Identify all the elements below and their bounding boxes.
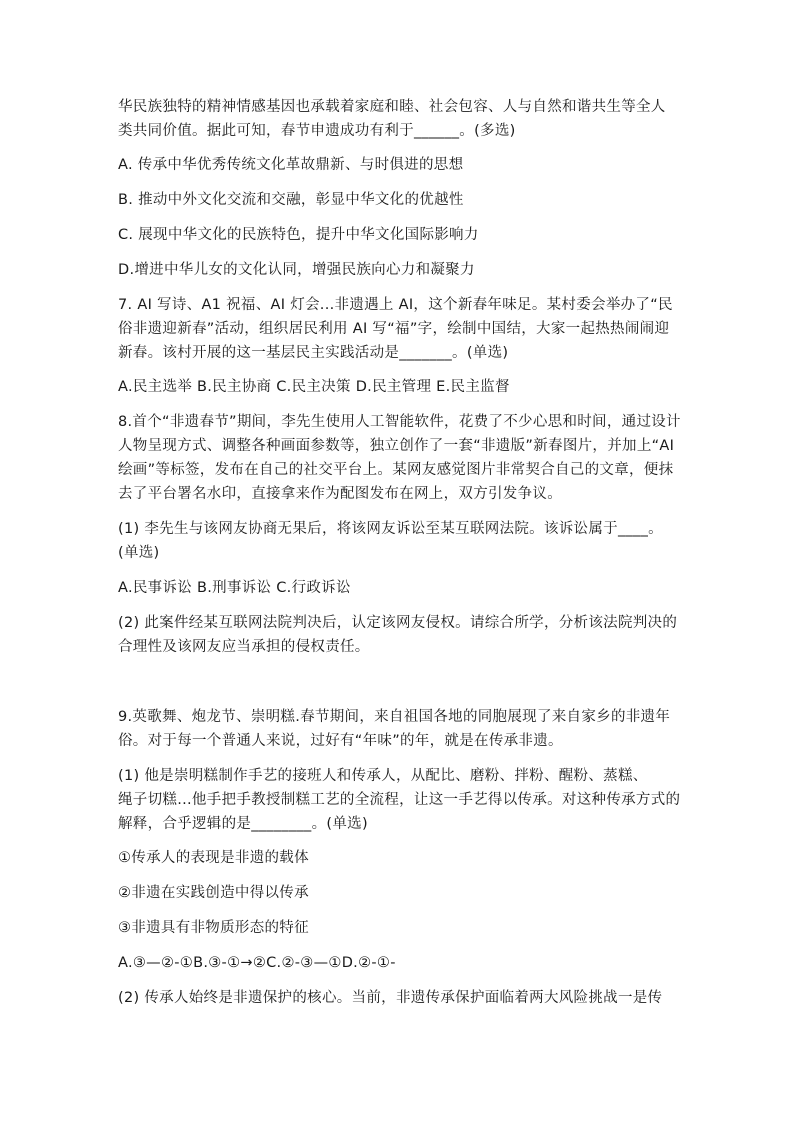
q9-1-text-line-1: (1) 他是崇明糕制作手艺的接班人和传承人，从配比、磨粉、拌粉、醒粉、蒸糕、 bbox=[118, 768, 648, 784]
q9-text-line-2: 俗。对于每一个普通人来说，过好有“年味”的年，就是在传承非遗。 bbox=[118, 733, 563, 749]
q8-text-line-2: 人物呈现方式、调整各种画面参数等，独立创作了一套“非遗版”新春图片，并加上“AI bbox=[118, 438, 675, 454]
q9-2-text-line-1: (2) 传承人始终是非遗保护的核心。当前，非遗传承保护面临着两大风险挑战一是传 bbox=[118, 990, 663, 1006]
q6-option-d: D.增进中华儿女的文化认同，增强民族向心力和凝聚力 bbox=[118, 262, 475, 278]
q9-statement-3: ③非遗具有非物质形态的特征 bbox=[118, 920, 309, 936]
q9-statement-1: ①传承人的表现是非遗的载体 bbox=[118, 850, 309, 866]
intro-text-line-1: 华民族独特的精神情感基因也承载着家庭和睦、社会包容、人与自然和谐共生等全人 bbox=[118, 99, 666, 115]
q9-text-line-1: 9.英歌舞、炮龙节、崇明糕.春节期间，来自祖国各地的同胞展现了来自家乡的非遗年 bbox=[118, 709, 671, 725]
q8-1-options: A.民事诉讼 B.刑事诉讼 C.行政诉讼 bbox=[118, 580, 351, 596]
q8-2-text-line-2: 合理性及该网友应当承担的侵权责任。 bbox=[118, 639, 370, 655]
q8-1-text-line-1: (1) 李先生与该网友协商无果后，将该网友诉讼至某互联网法院。该诉讼属于____。 bbox=[118, 521, 663, 537]
q6-option-c: C. 展现中华文化的民族特色，提升中华文化国际影响力 bbox=[118, 227, 479, 243]
q9-1-text-line-3: 解释，合乎逻辑的是________。(单选) bbox=[118, 816, 368, 832]
q9-statement-2: ②非遗在实践创造中得以传承 bbox=[118, 885, 309, 901]
q8-text-line-4: 去了平台署名水印，直接拿来作为配图发布在网上，双方引发争议。 bbox=[118, 486, 562, 502]
q7-text-line-1: 7. AI 写诗、A1 祝福、AI 灯会...非遗遇上 AI，这个新春年味足。某村委会举办了“民 bbox=[118, 297, 673, 313]
q9-1-text-line-2: 绳子切糕...他手把手教授制糕工艺的全流程，让这一手艺得以传承。对这种传承方式的 bbox=[118, 792, 681, 808]
q7-text-line-2: 俗非遗迎新春”活动，组织居民利用 AI 写“福”字，绘制中国结，大家一起热热闹闹迎 bbox=[118, 321, 670, 337]
q7-text-line-3: 新春。该村开展的这一基层民主实践活动是_______。(单选) bbox=[118, 345, 509, 361]
q8-1-text-line-2: (单选) bbox=[118, 545, 160, 561]
intro-text-line-2: 类共同价值。据此可知，春节申遗成功有利于______。(多选) bbox=[118, 123, 516, 139]
q6-option-b: B. 推动中外文化交流和交融，彰显中华文化的优越性 bbox=[118, 192, 464, 208]
q8-2-text-line-1: (2) 此案件经某互联网法院判决后，认定该网友侵权。请综合所学，分析该法院判决的 bbox=[118, 615, 678, 631]
q6-option-a: A. 传承中华优秀传统文化革故鼎新、与时俱进的思想 bbox=[118, 157, 464, 173]
q8-text-line-1: 8.首个“非遗春节”期间，李先生使用人工智能软件，花费了不少心思和时间，通过设计 bbox=[118, 414, 681, 430]
q7-options: A.民主选举 B.民主协商 C.民主决策 D.民主管理 E.民主监督 bbox=[118, 379, 510, 395]
q9-1-options: A.③—②-①B.③-①→②C.②-③—①D.②-①- bbox=[118, 955, 396, 971]
q8-text-line-3: 绘画”等标签，发布在自己的社交平台上。某网友感觉图片非常契合自己的文章，便抹 bbox=[118, 462, 674, 478]
